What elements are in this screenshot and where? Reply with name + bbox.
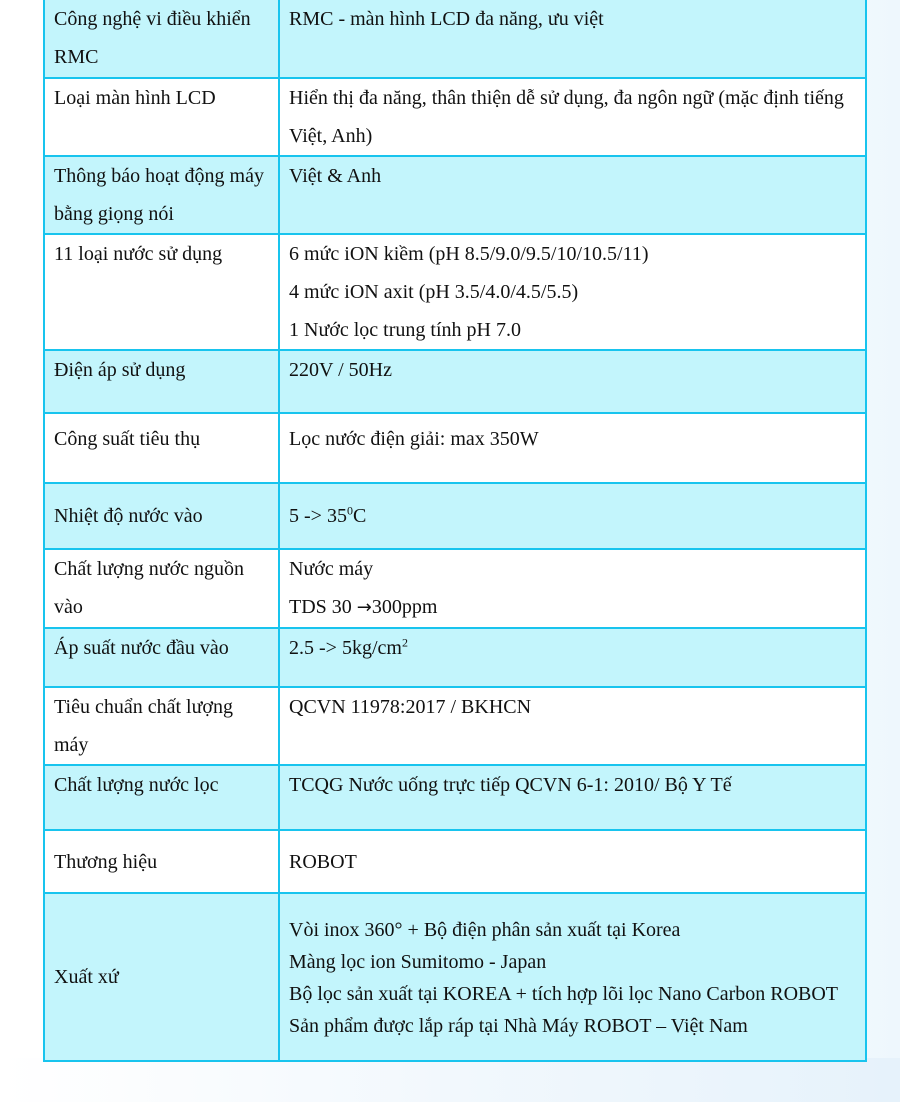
value-line: Nước máy: [289, 558, 374, 580]
table-row: [44, 549, 866, 628]
table-row: [44, 830, 866, 893]
spec-table: [43, 0, 867, 1062]
row-label: Thông báo hoạt động máy bằng giọng nói: [44, 156, 279, 234]
row-value: QCVN 11978:2017 / BKHCN: [279, 687, 866, 765]
row-label: Loại màn hình LCD: [44, 78, 279, 156]
table-row: [44, 765, 866, 830]
value-line: [289, 588, 857, 627]
row-label: Tiêu chuẩn chất lượng máy: [44, 687, 279, 765]
value-line: 1 Nước lọc trung tính pH 7.0: [289, 319, 521, 341]
row-value: TCQG Nước uống trực tiếp QCVN 6-1: 2010/ Bộ Y Tế: [279, 765, 866, 830]
value-line: Bộ lọc sản xuất tại KOREA + tích hợp lõi lọc Nano Carbon ROBOT: [289, 983, 839, 1005]
row-label: Điện áp sử dụng: [44, 350, 279, 413]
value-main: 2.5 -> 5kg/cm: [289, 637, 402, 659]
row-value: ROBOT: [279, 830, 866, 893]
row-label: Áp suất nước đầu vào: [44, 628, 279, 687]
row-label: 11 loại nước sử dụng: [44, 234, 279, 350]
table-row: [44, 628, 866, 687]
table-row: [44, 0, 866, 78]
value-text: TDS 30: [289, 596, 357, 618]
row-value: [279, 549, 866, 628]
value-superscript: 0: [346, 503, 353, 518]
row-label: Xuất xứ: [44, 893, 279, 1061]
table-row: [44, 687, 866, 765]
row-label: Công nghệ vi điều khiển RMC: [44, 0, 279, 78]
row-value: 220V / 50Hz: [279, 350, 866, 413]
row-value: [279, 234, 866, 350]
table-row: [44, 234, 866, 350]
table-row: [44, 78, 866, 156]
value-line: 6 mức iON kiềm (pH 8.5/9.0/9.5/10/10.5/11): [289, 243, 649, 265]
row-label: Công suất tiêu thụ: [44, 413, 279, 483]
value-suffix: C: [352, 505, 367, 527]
value-main: 5 -> 35: [289, 505, 347, 527]
value-line: Màng lọc ion Sumitomo - Japan: [289, 951, 547, 973]
table-row: [44, 413, 866, 483]
value-superscript: 2: [401, 635, 408, 650]
row-value: [279, 628, 866, 687]
table-row: [44, 350, 866, 413]
row-value: Hiển thị đa năng, thân thiện dễ sử dụng, đa ngôn ngữ (mặc định tiếng Việt, Anh): [279, 78, 866, 156]
value-line: Vòi inox 360° + Bộ điện phân sản xuất tại Korea: [289, 919, 681, 941]
row-label: Thương hiệu: [44, 830, 279, 893]
row-value: [279, 893, 866, 1061]
row-value: [279, 483, 866, 549]
row-value: Việt & Anh: [279, 156, 866, 234]
value-line: Sản phẩm được lắp ráp tại Nhà Máy ROBOT – Việt Nam: [289, 1015, 748, 1037]
value-text: 300ppm: [371, 596, 438, 618]
table-row: [44, 156, 866, 234]
row-label: Nhiệt độ nước vào: [44, 483, 279, 549]
arrow-right-icon: →: [356, 597, 372, 618]
value-line: 4 mức iON axit (pH 3.5/4.0/4.5/5.5): [289, 281, 579, 303]
page-background-strip: [0, 1058, 900, 1102]
row-value: RMC - màn hình LCD đa năng, ưu việt: [279, 0, 866, 78]
row-label: Chất lượng nước nguồn vào: [44, 549, 279, 628]
table-row: [44, 483, 866, 549]
row-value: Lọc nước điện giải: max 350W: [279, 413, 866, 483]
row-label: Chất lượng nước lọc: [44, 765, 279, 830]
table-row: [44, 893, 866, 1061]
